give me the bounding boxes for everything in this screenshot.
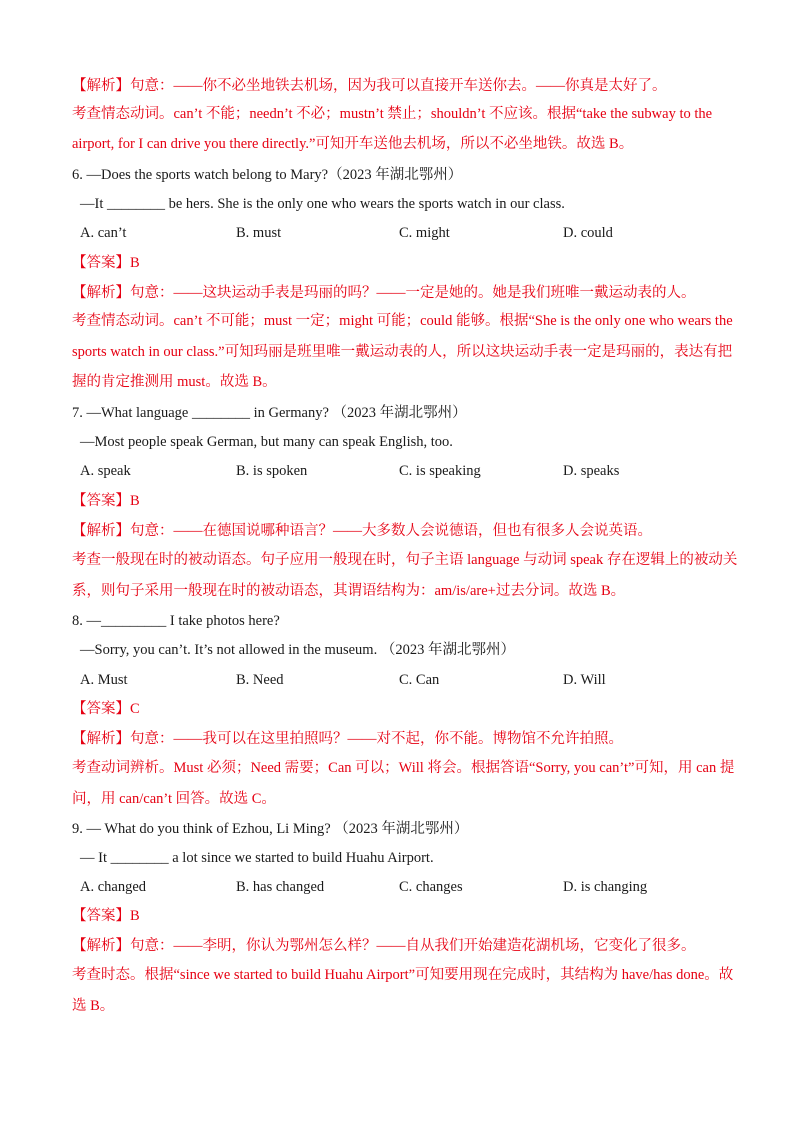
q7-stem-reply: —Most people speak German, but many can speak English, too. [80,434,453,450]
q7-option-d: D. speaks [563,463,620,479]
q7-option-b: B. is spoken [236,463,308,479]
q6-option-d: D. could [563,225,613,241]
q7-option-a: A. speak [80,463,131,479]
q8-option-b: B. Need [236,672,284,688]
q6-option-c: C. might [399,225,450,241]
q7-analysis-line-3: 系，则句子采用一般现在时的被动语态，其谓语结构为：am/is/are+过去分词。故选 B。 [72,583,626,599]
q8-option-c: C. Can [399,672,440,688]
q6-analysis-line-3: sports watch in our class.”可知玛丽是班里唯一戴运动表的人，所以这块运动手表一定是玛丽的，表达有把 [72,344,733,360]
q6-option-b: B. must [236,225,282,241]
q8-analysis-line-3: 问，用 can/can’t 回答。故选 C。 [72,791,276,807]
q9-option-a: A. changed [80,879,147,895]
q8-stem: 8. —_________ I take photos here? [72,613,280,629]
q9-option-c: C. changes [399,879,463,895]
q9-stem: 9. — What do you think of Ezhou, Li Ming? （2023 年湖北鄂州） [72,821,469,837]
q8-analysis-line-1: 【解析】句意：——我可以在这里拍照吗？——对不起，你不能。博物馆不允许拍照。 [72,731,623,747]
q5-analysis-line-1: 【解析】句意：——你不必坐地铁去机场，因为我可以直接开车送你去。——你真是太好了。 [72,78,667,94]
q9-stem-reply: — It ________ a lot since we started to build Huahu Airport. [80,850,434,866]
q7-analysis-line-2: 考查一般现在时的被动语态。句子应用一般现在时，句子主语 language 与动词 speak 存在逻辑上的被动关 [72,552,738,568]
q6-stem-reply: —It ________ be hers. She is the only one who wears the sports watch in our class. [80,196,565,212]
q9-analysis-line-3: 选 B。 [72,998,115,1014]
q6-analysis-line-1: 【解析】句意：——这块运动手表是玛丽的吗？——一定是她的。她是我们班唯一戴运动表的人。 [72,285,696,301]
q6-analysis-line-2: 考查情态动词。can’t 不可能；must 一定；might 可能；could 能够。根据“She is the only one who wears the [72,313,733,329]
q9-answer: 【答案】B [72,908,140,924]
q9-option-b: B. has changed [236,879,325,895]
q9-analysis-line-1: 【解析】句意：——李明，你认为鄂州怎么样？——自从我们开始建造花湖机场，它变化了很多。 [72,938,696,954]
q6-option-a: A. can’t [80,225,127,241]
q8-option-d: D. Will [563,672,606,688]
q8-analysis-line-2: 考查动词辨析。Must 必须；Need 需要；Can 可以；Will 将会。根据答语“Sorry, you can’t”可知，用 can 提 [72,760,735,776]
q6-stem: 6. —Does the sports watch belong to Mary?（2023 年湖北鄂州） [72,167,463,183]
q8-stem-reply: —Sorry, you can’t. It’s not allowed in the museum. （2023 年湖北鄂州） [80,642,515,658]
q5-analysis-line-3: airport, for I can drive you there directly.”可知开车送他去机场，所以不必坐地铁。故选 B。 [72,136,634,152]
q9-analysis-line-2: 考查时态。根据“since we started to build Huahu Airport”可知要用现在完成时，其结构为 have/has done。故 [72,967,734,983]
q7-stem: 7. —What language ________ in Germany? （2023 年湖北鄂州） [72,405,467,421]
q6-answer: 【答案】B [72,255,140,271]
q7-answer: 【答案】B [72,493,140,509]
q6-analysis-line-4: 握的肯定推测用 must。故选 B。 [72,374,277,390]
q5-analysis-line-2: 考查情态动词。can’t 不能；needn’t 不必；mustn’t 禁止；shouldn’t 不应该。根据“take the subway to the [72,106,713,122]
q9-option-d: D. is changing [563,879,648,895]
q8-option-a: A. Must [80,672,128,688]
q8-answer: 【答案】C [72,701,140,717]
q7-analysis-line-1: 【解析】句意：——在德国说哪种语言？——大多数人会说德语，但也有很多人会说英语。 [72,523,652,539]
q7-option-c: C. is speaking [399,463,481,479]
